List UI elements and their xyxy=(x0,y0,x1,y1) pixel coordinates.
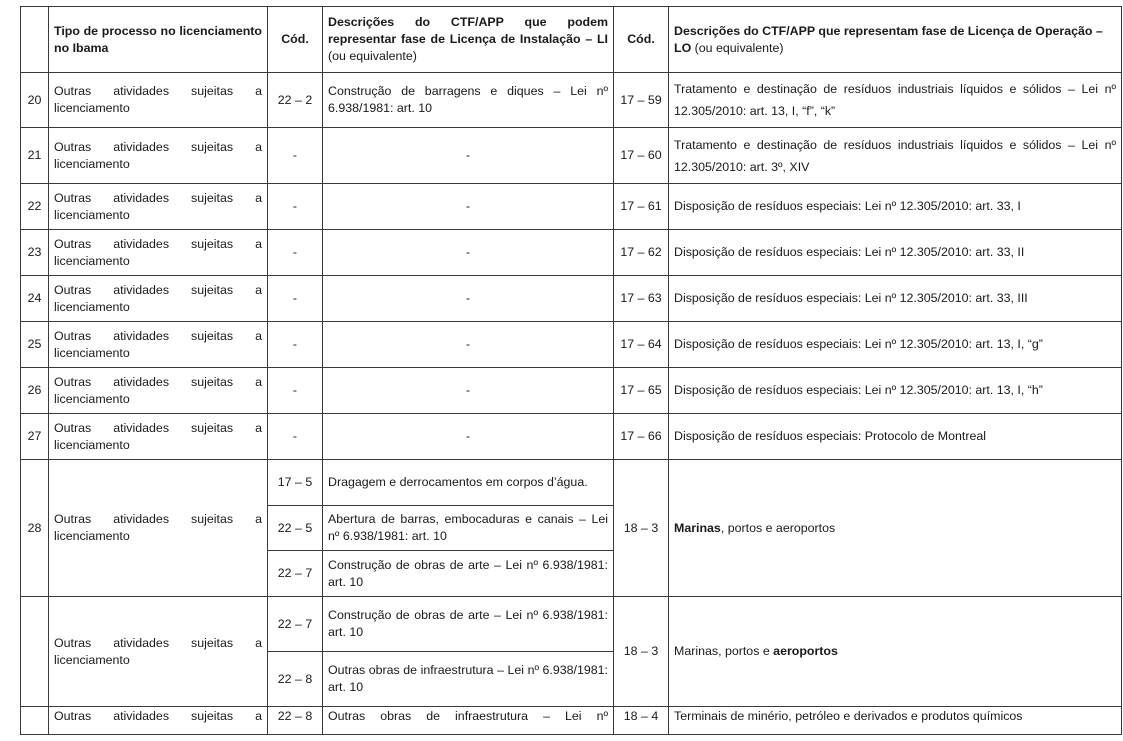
header-desc-li xyxy=(323,7,614,73)
row-tipo: Outras atividades sujeitas a licenciamento xyxy=(49,414,268,460)
row-cod-lo: 17 – 64 xyxy=(614,322,669,368)
row-cod-li: - xyxy=(268,414,323,460)
row-num: 24 xyxy=(21,276,49,322)
row-desc-lo: Disposição de resíduos especiais: Protocolo de Montreal xyxy=(669,414,1122,460)
table-header-row xyxy=(21,7,1122,73)
row-desc-li: - xyxy=(323,276,614,322)
row-cod-li: 22 – 2 xyxy=(268,73,323,128)
header-num xyxy=(21,7,49,73)
header-desc-lo-suffix: (ou equivalente) xyxy=(691,40,784,55)
row-desc-lo: Disposição de resíduos especiais: Lei nº 12.305/2010: art. 33, II xyxy=(669,230,1122,276)
row-cod-li: 22 – 7 xyxy=(268,597,323,652)
row-cod-li: 22 – 8 xyxy=(268,707,323,735)
row-cod-li: - xyxy=(268,322,323,368)
row-tipo: Outras atividades sujeitas a licenciamento xyxy=(49,276,268,322)
row-tipo: Outras atividades sujeitas a licenciamento xyxy=(49,368,268,414)
row-desc-lo: Terminais de minério, petróleo e derivados e produtos químicos xyxy=(669,707,1122,735)
row-num: 22 xyxy=(21,184,49,230)
header-tipo: Tipo de processo no licenciamento no Ibama xyxy=(49,7,268,73)
table-row xyxy=(21,230,1122,276)
row-cod-lo: 17 – 62 xyxy=(614,230,669,276)
row-desc-lo: Disposição de resíduos especiais: Lei nº 12.305/2010: art. 13, I, “h” xyxy=(669,368,1122,414)
row-cod-lo: 17 – 61 xyxy=(614,184,669,230)
row-num: 20 xyxy=(21,73,49,128)
row-tipo: Outras atividades sujeitas a licenciamento xyxy=(49,73,268,128)
row-tipo: Outras atividades sujeitas a licenciamento xyxy=(49,597,268,707)
table-row xyxy=(21,276,1122,322)
row-tipo: Outras atividades sujeitas a licenciamento xyxy=(49,230,268,276)
table-row xyxy=(21,414,1122,460)
row-tipo: Outras atividades sujeitas a licenciamento xyxy=(49,184,268,230)
row-desc-li: Dragagem e derrocamentos em corpos d’água. xyxy=(323,460,614,506)
header-desc-lo-bold: Descrições do CTF/APP que representam fase de Licença de Operação – LO xyxy=(674,23,1103,55)
header-desc-li-bold: Descrições do CTF/APP que podem representar fase de Licença de Instalação – LI xyxy=(328,15,608,46)
row-num: 23 xyxy=(21,230,49,276)
row-tipo: Outras atividades sujeitas a licenciamento xyxy=(49,322,268,368)
row-cod-lo: 18 – 3 xyxy=(614,460,669,597)
table-row xyxy=(21,184,1122,230)
row-cod-lo: 17 – 65 xyxy=(614,368,669,414)
row-desc-li: - xyxy=(323,322,614,368)
table-row xyxy=(21,128,1122,184)
row-cod-lo: 18 – 3 xyxy=(614,597,669,707)
row-desc-li: - xyxy=(323,128,614,184)
licensing-table xyxy=(20,6,1122,735)
row-num: 26 xyxy=(21,368,49,414)
row-desc-lo: Disposição de resíduos especiais: Lei nº 12.305/2010: art. 33, III xyxy=(669,276,1122,322)
row-num: 27 xyxy=(21,414,49,460)
row-cod-li: 22 – 7 xyxy=(268,551,323,597)
row-desc-li: Abertura de barras, embocaduras e canais – Lei nº 6.938/1981: art. 10 xyxy=(323,506,614,551)
row-desc-li: Construção de obras de arte – Lei nº 6.938/1981: art. 10 xyxy=(323,551,614,597)
row-desc-lo xyxy=(669,460,1122,597)
row-tipo: Outras atividades sujeitas a licenciamento xyxy=(49,128,268,184)
row-desc-lo: Tratamento e destinação de resíduos industriais líquidos e sólidos – Lei nº 12.305/2010: art. 13, I, “f”, “k” xyxy=(669,73,1122,128)
row-desc-li: - xyxy=(323,368,614,414)
row-desc-li: - xyxy=(323,184,614,230)
desc-lo-bold: Marinas xyxy=(674,520,721,535)
row-desc-li: Outras obras de infraestrutura – Lei nº 6.938/1981: art. 10 xyxy=(323,652,614,707)
table-row xyxy=(21,707,1122,735)
table-row xyxy=(21,368,1122,414)
row-cod-li: - xyxy=(268,230,323,276)
row-cod-li: - xyxy=(268,184,323,230)
row-num: 25 xyxy=(21,322,49,368)
row-num xyxy=(21,707,49,735)
row-desc-li: Construção de obras de arte – Lei nº 6.938/1981: art. 10 xyxy=(323,597,614,652)
row-cod-li: 17 – 5 xyxy=(268,460,323,506)
row-tipo: Outras atividades sujeitas a xyxy=(49,707,268,735)
row-cod-li: - xyxy=(268,128,323,184)
row-num: 21 xyxy=(21,128,49,184)
row-desc-lo: Disposição de resíduos especiais: Lei nº 12.305/2010: art. 33, I xyxy=(669,184,1122,230)
row-cod-lo: 17 – 60 xyxy=(614,128,669,184)
table-row xyxy=(21,460,1122,506)
row-desc-li: - xyxy=(323,230,614,276)
row-desc-lo xyxy=(669,597,1122,707)
header-cod-lo: Cód. xyxy=(614,7,669,73)
table-row xyxy=(21,73,1122,128)
header-desc-li-suffix: (ou equivalente) xyxy=(328,49,417,63)
row-cod-li: - xyxy=(268,368,323,414)
row-desc-lo: Tratamento e destinação de resíduos industriais líquidos e sólidos – Lei nº 12.305/2010: art. 3º, XIV xyxy=(669,128,1122,184)
desc-lo-rest: , portos e aeroportos xyxy=(720,520,836,535)
row-desc-li: Outras obras de infraestrutura – Lei nº xyxy=(323,707,614,735)
header-desc-lo xyxy=(669,7,1122,73)
desc-lo-bold: aeroportos xyxy=(773,644,838,658)
row-cod-lo: 17 – 63 xyxy=(614,276,669,322)
row-cod-lo: 17 – 59 xyxy=(614,73,669,128)
desc-lo-pre: Marinas, portos e xyxy=(674,644,774,658)
row-num: 28 xyxy=(21,460,49,597)
table-row xyxy=(21,597,1122,652)
header-cod-li: Cód. xyxy=(268,7,323,73)
table-row xyxy=(21,322,1122,368)
row-tipo: Outras atividades sujeitas a licenciamento xyxy=(49,460,268,597)
row-num xyxy=(21,597,49,707)
row-cod-li: 22 – 8 xyxy=(268,652,323,707)
row-cod-li: - xyxy=(268,276,323,322)
row-desc-li: Construção de barragens e diques – Lei nº 6.938/1981: art. 10 xyxy=(323,73,614,128)
row-cod-li: 22 – 5 xyxy=(268,506,323,551)
row-cod-lo: 18 – 4 xyxy=(614,707,669,735)
row-desc-lo: Disposição de resíduos especiais: Lei nº 12.305/2010: art. 13, I, “g” xyxy=(669,322,1122,368)
row-desc-li: - xyxy=(323,414,614,460)
row-cod-lo: 17 – 66 xyxy=(614,414,669,460)
